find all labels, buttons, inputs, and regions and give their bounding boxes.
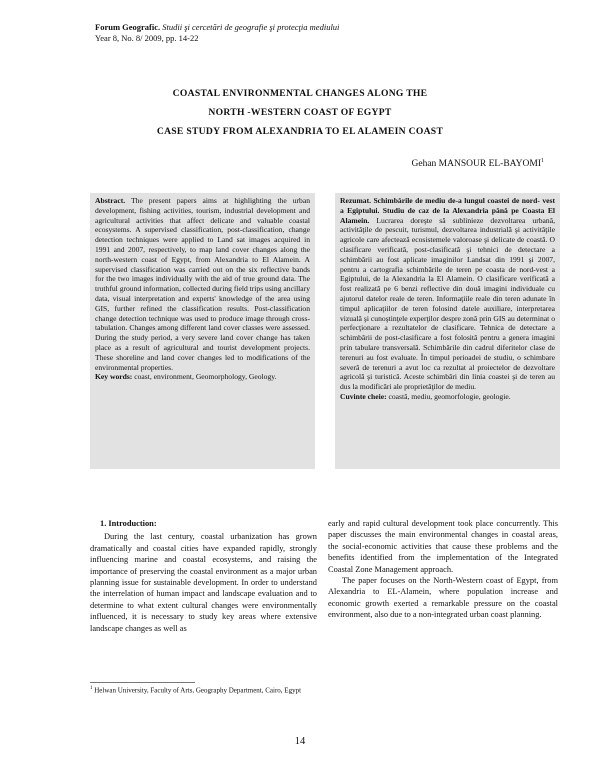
abstract-english (90, 193, 315, 469)
journal-header (95, 22, 339, 44)
body-column-left (90, 518, 317, 634)
footnote-rule (90, 682, 195, 683)
title-line-1: COASTAL ENVIRONMENTAL CHANGES ALONG THE (172, 88, 428, 99)
cuvinte-cheie-label: Cuvinte cheie: (340, 391, 387, 401)
journal-issue: Year 8, No. 8/ 2009, pp. 14-22 (95, 33, 199, 43)
journal-subtitle: Studii şi cercetări de geografie şi protecţia mediului (162, 22, 340, 32)
footnote-text: Helwan University, Faculty of Arts, Geography Department, Cairo, Egypt (94, 686, 302, 695)
cuvinte-cheie-text: coastă, mediu, geomorfologie, geologie. (388, 391, 511, 401)
rezumat-text: Lucrarea doreşte să sublinieze dezvoltarea urbană, activităţile de pescuit, turismul, dezvoltarea industrială şi activităţile agricole care afectează ecosistemele valoroase şi delicate de coastă. O clasificare verificată, post-clasificată şi tehnici de detectare a schimbării au fost aplicate imaginilor Landsat din 1991 şi 2007, pentru a cartografia schimbările de teren pe coasta de nord-vest a Egiptului, de la Alexandria la El Alamein. O clasificare verificată a fost realizată pe 6 benzi reflective din două imagini individuale cu ajutorul datelor reale de teren. Informaţiile reale din teren adunate în timpul aplicaţiilor de teren folosind datele auxiliare, interpretarea vizuală şi cunoştinţele experţilor despre zonă prin GIS au determinat o perfecţionare a rezultatelor de clasificare. Tehnica de detectare a schimbării de post-clasificare a fost folosită pentru a genera imagini prin tabulare transversală. Schimbările din cadrul diferitelor clase de terenuri au fost evaluate. În timpul perioadei de studiu, o schimbare severă de terenuri a avut loc ca rezultat al proiectelor de dezvoltare agricolă şi turistică. Aceste schimbări din linia coastei şi de teren au dus la modificări ale proprietăţilor de mediu. (340, 215, 555, 392)
paper-title (0, 84, 600, 141)
title-line-3: CASE STUDY FROM ALEXANDRIA TO EL ALAMEIN COAST (156, 126, 444, 137)
page-number: 14 (294, 736, 306, 747)
section-heading: 1. Introduction: (100, 519, 157, 528)
abstract-romanian (335, 193, 560, 469)
abstract-label: Abstract. (95, 196, 126, 205)
journal-name: Forum Geografic. (95, 22, 161, 32)
author-name: Gehan MANSOUR EL-BAYOMI (411, 159, 541, 170)
author (412, 158, 544, 169)
paragraph: During the last century, coastal urbanization has grown dramatically and coastal cities have expanded rapidly, strongly influencing marine and coastal ecosystems, and raising the importance of preserving the coastal environment as a major urban planning issue for sustainable development. In order to understand the interrelation of human impact and landscape evaluation and to determine to what extent cultural changes were environmentally influenced, it is necessary to study key areas where extensive landscape changes as well as (90, 532, 317, 633)
rezumat-label: Rezumat. Schimbările de mediu de-a lungul coastei de nord- vest a Egiptului. Studiu de caz de la Alexandria până pe Coasta El Alamein. (340, 196, 555, 225)
footnote-mark: 1 (90, 686, 93, 691)
footnote (90, 686, 301, 694)
keywords-label: Key words: (95, 372, 133, 382)
abstract-text: The present papers aims at highlighting the urban development, fishing activities, tourism, industrial development and agricultural activities that affect delicate and valuable coastal ecosystems. A supervised classification, post-classification, change detection techniques were applied to Land sat images acquired in 1991 and 2007, respectively, to map land cover changes along the north-western coast of Egypt, from Alexandria to El Alamein. A supervised classification was carried out on the six reflective bands for the two images individually with the aid of true ground data. The truthful ground information, collected during field trips using ancillary data, visual interpretation and experts' knowledge of the area using GIS, further refined the classification results. Post-classification change detection technique was used to produce image through cross-tabulation. Changes among different land cover classes were assessed. During the study period, a very severe land cover change has taken place as a result of agricultural and tourist development projects. These shoreline and land cover changes led to modifications of the environmental properties. (95, 196, 311, 372)
author-footnote-mark: 1 (541, 158, 544, 164)
body-column-right (328, 518, 558, 621)
title-line-2: NORTH -WESTERN COAST OF EGYPT (208, 107, 392, 118)
keywords-text: coast, environment, Geomorphology, Geology. (134, 372, 277, 382)
paragraph: early and rapid cultural development took place concurrently. This paper discusses the main environmental changes in coastal areas, the social-economic activities that cause these problems and the benefits identified from the implementation of the Integrated Coastal Zone Management approach. (328, 519, 558, 574)
paragraph: The paper focuses on the North-Western coast of Egypt, from Alexandria to EL-Alamein, where population increase and economic growth exerted a remarkable pressure on the coastal environment, also due to a non-integrated urban coast planning. (328, 576, 558, 620)
